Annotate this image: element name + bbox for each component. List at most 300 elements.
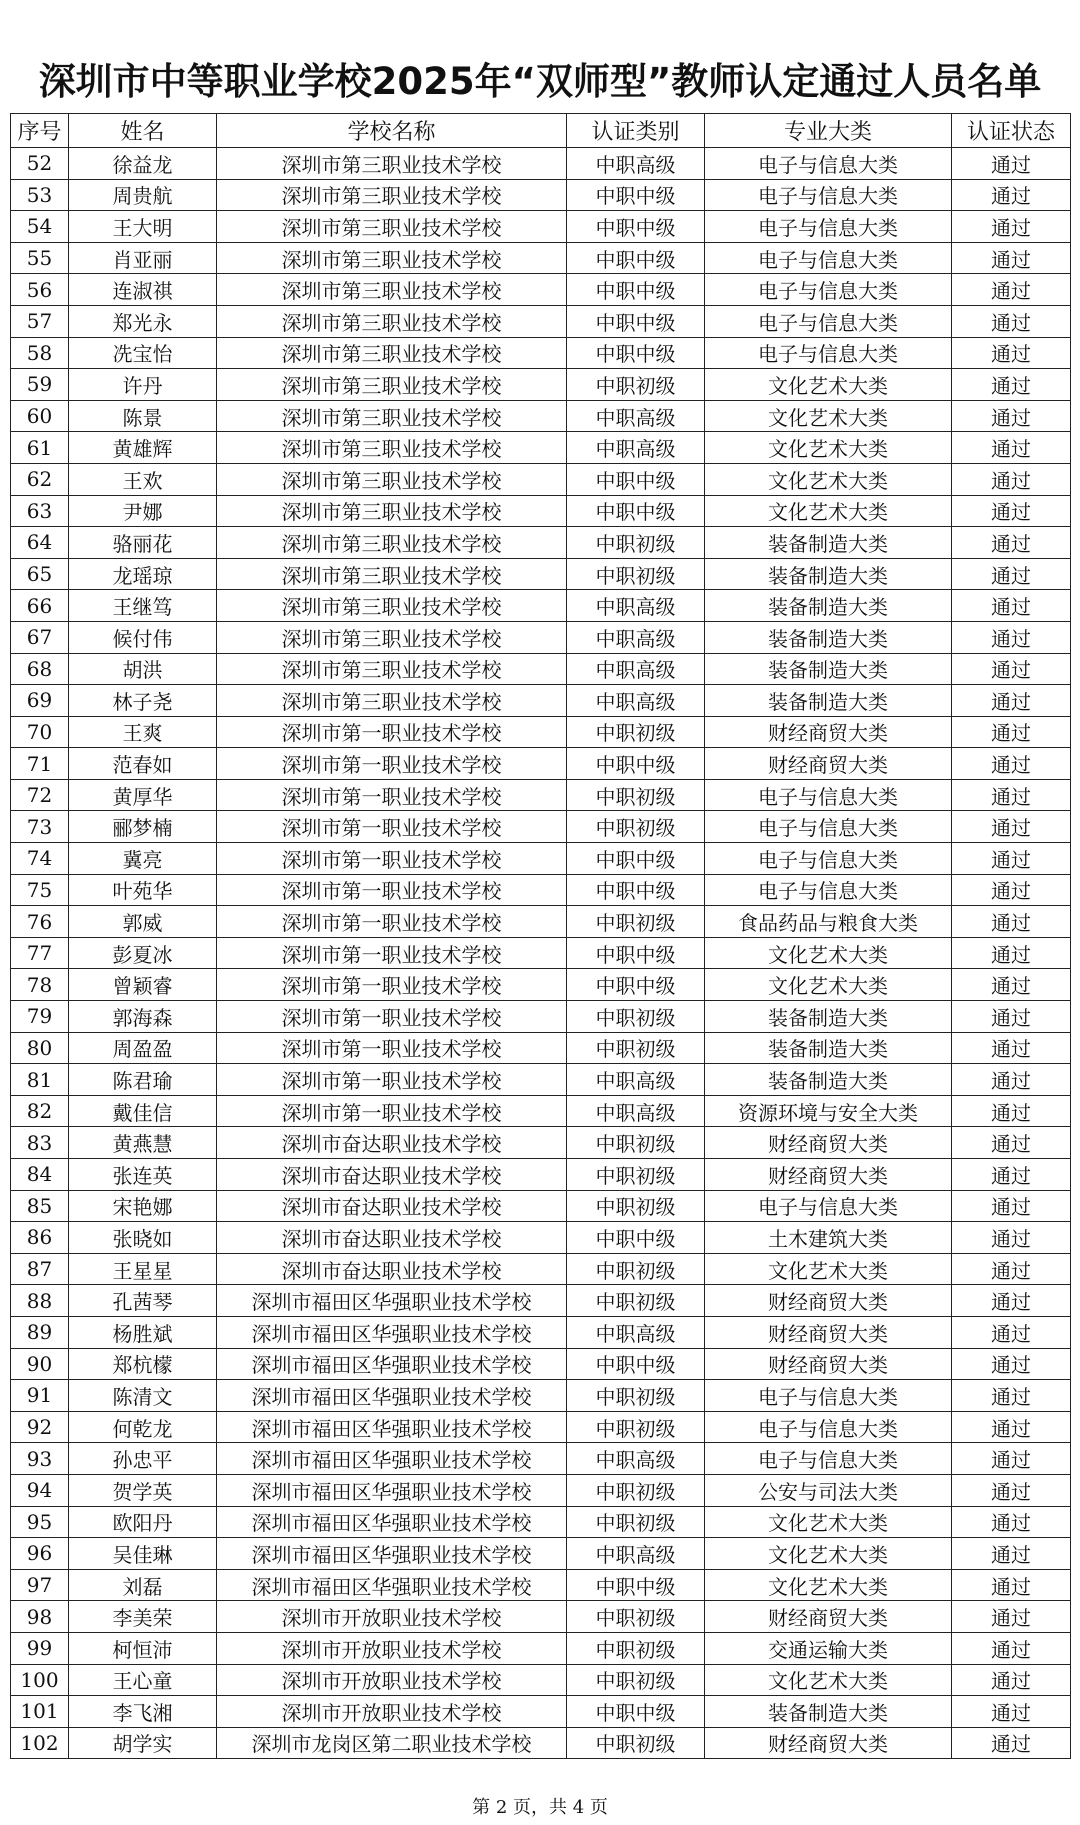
cell-school: 深圳市开放职业技术学校	[217, 1601, 567, 1633]
cell-school: 深圳市福田区华强职业技术学校	[217, 1285, 567, 1317]
table-row	[11, 969, 1071, 1001]
roster-table-container	[10, 113, 1071, 1759]
cell-status: 通过	[952, 1538, 1071, 1570]
cell-status: 通过	[952, 1285, 1071, 1317]
cell-school: 深圳市第三职业技术学校	[217, 527, 567, 559]
cell-seq: 68	[11, 653, 69, 685]
table-row	[11, 1064, 1071, 1096]
cell-major: 装备制造大类	[705, 1001, 952, 1033]
cell-school: 深圳市奋达职业技术学校	[217, 1159, 567, 1191]
cell-name: 黄厚华	[69, 779, 217, 811]
cell-major: 食品药品与粮食大类	[705, 906, 952, 938]
cell-school: 深圳市福田区华强职业技术学校	[217, 1569, 567, 1601]
cell-status: 通过	[952, 274, 1071, 306]
cell-school: 深圳市奋达职业技术学校	[217, 1253, 567, 1285]
cell-cert-type: 中职高级	[567, 1443, 705, 1475]
cell-name: 刘磊	[69, 1569, 217, 1601]
column-header-major: 专业大类	[705, 114, 952, 148]
cell-major: 文化艺术大类	[705, 1538, 952, 1570]
cell-status: 通过	[952, 1159, 1071, 1191]
cell-status: 通过	[952, 685, 1071, 717]
cell-school: 深圳市第一职业技术学校	[217, 969, 567, 1001]
cell-cert-type: 中职初级	[567, 1601, 705, 1633]
table-row	[11, 1159, 1071, 1191]
cell-cert-type: 中职中级	[567, 179, 705, 211]
cell-seq: 62	[11, 463, 69, 495]
cell-cert-type: 中职中级	[567, 937, 705, 969]
cell-seq: 67	[11, 621, 69, 653]
table-row	[11, 400, 1071, 432]
cell-major: 电子与信息大类	[705, 242, 952, 274]
cell-cert-type: 中职高级	[567, 621, 705, 653]
cell-school: 深圳市第三职业技术学校	[217, 685, 567, 717]
cell-cert-type: 中职初级	[567, 1380, 705, 1412]
cell-status: 通过	[952, 716, 1071, 748]
cell-seq: 66	[11, 590, 69, 622]
table-row	[11, 779, 1071, 811]
table-row	[11, 1127, 1071, 1159]
cell-cert-type: 中职中级	[567, 843, 705, 875]
table-row	[11, 906, 1071, 938]
cell-seq: 85	[11, 1190, 69, 1222]
cell-cert-type: 中职中级	[567, 1348, 705, 1380]
cell-school: 深圳市第三职业技术学校	[217, 179, 567, 211]
cell-name: 宋艳娜	[69, 1190, 217, 1222]
cell-major: 财经商贸大类	[705, 1127, 952, 1159]
cell-status: 通过	[952, 527, 1071, 559]
cell-name: 郦梦楠	[69, 811, 217, 843]
cell-seq: 78	[11, 969, 69, 1001]
table-row	[11, 1253, 1071, 1285]
table-row	[11, 1696, 1071, 1728]
cell-status: 通过	[952, 1632, 1071, 1664]
cell-seq: 60	[11, 400, 69, 432]
cell-seq: 65	[11, 558, 69, 590]
cell-name: 曾颖睿	[69, 969, 217, 1001]
cell-status: 通过	[952, 1348, 1071, 1380]
cell-seq: 86	[11, 1222, 69, 1254]
table-row	[11, 1601, 1071, 1633]
cell-major: 装备制造大类	[705, 653, 952, 685]
cell-major: 文化艺术大类	[705, 969, 952, 1001]
cell-status: 通过	[952, 432, 1071, 464]
table-row	[11, 1506, 1071, 1538]
cell-name: 许丹	[69, 369, 217, 401]
cell-major: 财经商贸大类	[705, 1601, 952, 1633]
cell-status: 通过	[952, 1411, 1071, 1443]
table-row	[11, 1032, 1071, 1064]
cell-name: 郭海森	[69, 1001, 217, 1033]
cell-status: 通过	[952, 843, 1071, 875]
cell-status: 通过	[952, 937, 1071, 969]
cell-cert-type: 中职高级	[567, 653, 705, 685]
cell-cert-type: 中职初级	[567, 1474, 705, 1506]
table-row	[11, 495, 1071, 527]
table-row	[11, 621, 1071, 653]
cell-major: 装备制造大类	[705, 685, 952, 717]
cell-status: 通过	[952, 369, 1071, 401]
cell-school: 深圳市第三职业技术学校	[217, 369, 567, 401]
cell-major: 文化艺术大类	[705, 937, 952, 969]
cell-seq: 52	[11, 148, 69, 180]
cell-seq: 95	[11, 1506, 69, 1538]
cell-major: 电子与信息大类	[705, 874, 952, 906]
cell-name: 连淑祺	[69, 274, 217, 306]
cell-major: 财经商贸大类	[705, 716, 952, 748]
table-row	[11, 1632, 1071, 1664]
table-row	[11, 1285, 1071, 1317]
cell-seq: 76	[11, 906, 69, 938]
cell-cert-type: 中职初级	[567, 1253, 705, 1285]
table-row	[11, 337, 1071, 369]
cell-name: 徐益龙	[69, 148, 217, 180]
cell-major: 公安与司法大类	[705, 1474, 952, 1506]
cell-school: 深圳市开放职业技术学校	[217, 1696, 567, 1728]
cell-major: 电子与信息大类	[705, 811, 952, 843]
cell-seq: 82	[11, 1095, 69, 1127]
cell-school: 深圳市福田区华强职业技术学校	[217, 1316, 567, 1348]
cell-name: 范春如	[69, 748, 217, 780]
cell-major: 文化艺术大类	[705, 1253, 952, 1285]
cell-status: 通过	[952, 590, 1071, 622]
table-row	[11, 1411, 1071, 1443]
column-header-name: 姓名	[69, 114, 217, 148]
cell-name: 欧阳丹	[69, 1506, 217, 1538]
cell-major: 装备制造大类	[705, 1064, 952, 1096]
cell-seq: 87	[11, 1253, 69, 1285]
table-row	[11, 748, 1071, 780]
cell-status: 通过	[952, 1380, 1071, 1412]
cell-status: 通过	[952, 1569, 1071, 1601]
cell-name: 王大明	[69, 211, 217, 243]
table-row	[11, 1001, 1071, 1033]
cell-status: 通过	[952, 1443, 1071, 1475]
table-body	[11, 148, 1071, 1759]
cell-seq: 100	[11, 1664, 69, 1696]
cell-school: 深圳市第一职业技术学校	[217, 1064, 567, 1096]
cell-name: 骆丽花	[69, 527, 217, 559]
cell-school: 深圳市福田区华强职业技术学校	[217, 1348, 567, 1380]
cell-name: 张连英	[69, 1159, 217, 1191]
column-header-cert-type: 认证类别	[567, 114, 705, 148]
cell-school: 深圳市奋达职业技术学校	[217, 1127, 567, 1159]
cell-school: 深圳市福田区华强职业技术学校	[217, 1538, 567, 1570]
cell-seq: 81	[11, 1064, 69, 1096]
cell-seq: 96	[11, 1538, 69, 1570]
table-row	[11, 685, 1071, 717]
cell-major: 电子与信息大类	[705, 1380, 952, 1412]
cell-school: 深圳市第三职业技术学校	[217, 495, 567, 527]
cell-seq: 72	[11, 779, 69, 811]
cell-cert-type: 中职初级	[567, 1411, 705, 1443]
cell-cert-type: 中职初级	[567, 558, 705, 590]
table-row	[11, 843, 1071, 875]
cell-name: 杨胜斌	[69, 1316, 217, 1348]
table-row	[11, 1316, 1071, 1348]
cell-name: 王继笃	[69, 590, 217, 622]
cell-name: 孙忠平	[69, 1443, 217, 1475]
cell-cert-type: 中职初级	[567, 369, 705, 401]
cell-name: 陈景	[69, 400, 217, 432]
cell-name: 贺学英	[69, 1474, 217, 1506]
cell-name: 胡学实	[69, 1727, 217, 1759]
table-row	[11, 527, 1071, 559]
cell-major: 电子与信息大类	[705, 337, 952, 369]
cell-school: 深圳市第三职业技术学校	[217, 337, 567, 369]
cell-major: 电子与信息大类	[705, 305, 952, 337]
cell-status: 通过	[952, 179, 1071, 211]
cell-cert-type: 中职中级	[567, 242, 705, 274]
table-row	[11, 1474, 1071, 1506]
cell-cert-type: 中职高级	[567, 685, 705, 717]
table-row	[11, 1664, 1071, 1696]
cell-cert-type: 中职初级	[567, 716, 705, 748]
cell-name: 冼宝怡	[69, 337, 217, 369]
cell-name: 周盈盈	[69, 1032, 217, 1064]
cell-school: 深圳市第三职业技术学校	[217, 400, 567, 432]
cell-name: 郭威	[69, 906, 217, 938]
cell-cert-type: 中职中级	[567, 1222, 705, 1254]
table-row	[11, 1095, 1071, 1127]
cell-status: 通过	[952, 1601, 1071, 1633]
cell-name: 王星星	[69, 1253, 217, 1285]
cell-seq: 53	[11, 179, 69, 211]
cell-status: 通过	[952, 242, 1071, 274]
cell-cert-type: 中职中级	[567, 305, 705, 337]
cell-major: 文化艺术大类	[705, 1569, 952, 1601]
cell-seq: 98	[11, 1601, 69, 1633]
cell-cert-type: 中职初级	[567, 1506, 705, 1538]
cell-seq: 102	[11, 1727, 69, 1759]
cell-school: 深圳市第三职业技术学校	[217, 653, 567, 685]
cell-status: 通过	[952, 495, 1071, 527]
cell-school: 深圳市福田区华强职业技术学校	[217, 1380, 567, 1412]
table-row	[11, 653, 1071, 685]
cell-name: 戴佳信	[69, 1095, 217, 1127]
cell-school: 深圳市第一职业技术学校	[217, 811, 567, 843]
table-row	[11, 1569, 1071, 1601]
cell-status: 通过	[952, 969, 1071, 1001]
cell-name: 彭夏冰	[69, 937, 217, 969]
cell-name: 李美荣	[69, 1601, 217, 1633]
cell-name: 柯恒沛	[69, 1632, 217, 1664]
cell-name: 黄燕慧	[69, 1127, 217, 1159]
table-row	[11, 179, 1071, 211]
cell-major: 装备制造大类	[705, 558, 952, 590]
cell-school: 深圳市第一职业技术学校	[217, 748, 567, 780]
cell-school: 深圳市第一职业技术学校	[217, 779, 567, 811]
cell-major: 财经商贸大类	[705, 748, 952, 780]
cell-school: 深圳市第三职业技术学校	[217, 621, 567, 653]
cell-cert-type: 中职初级	[567, 1190, 705, 1222]
cell-major: 文化艺术大类	[705, 1506, 952, 1538]
cell-cert-type: 中职初级	[567, 1032, 705, 1064]
cell-seq: 75	[11, 874, 69, 906]
cell-major: 电子与信息大类	[705, 211, 952, 243]
cell-major: 电子与信息大类	[705, 1411, 952, 1443]
cell-school: 深圳市第三职业技术学校	[217, 558, 567, 590]
cell-name: 候付伟	[69, 621, 217, 653]
cell-seq: 71	[11, 748, 69, 780]
cell-cert-type: 中职初级	[567, 1664, 705, 1696]
cell-major: 装备制造大类	[705, 1032, 952, 1064]
table-row	[11, 1348, 1071, 1380]
cell-cert-type: 中职高级	[567, 1538, 705, 1570]
table-row	[11, 558, 1071, 590]
cell-status: 通过	[952, 1127, 1071, 1159]
cell-major: 电子与信息大类	[705, 843, 952, 875]
page-footer: 第 2 页，共 4 页	[472, 1797, 608, 1818]
roster-table	[10, 113, 1071, 1759]
cell-status: 通过	[952, 653, 1071, 685]
cell-school: 深圳市第一职业技术学校	[217, 1001, 567, 1033]
cell-seq: 74	[11, 843, 69, 875]
cell-status: 通过	[952, 148, 1071, 180]
cell-school: 深圳市第一职业技术学校	[217, 716, 567, 748]
cell-seq: 80	[11, 1032, 69, 1064]
table-row	[11, 242, 1071, 274]
cell-seq: 77	[11, 937, 69, 969]
table-row	[11, 1443, 1071, 1475]
cell-school: 深圳市第三职业技术学校	[217, 590, 567, 622]
cell-seq: 99	[11, 1632, 69, 1664]
cell-status: 通过	[952, 400, 1071, 432]
cell-status: 通过	[952, 811, 1071, 843]
cell-status: 通过	[952, 1696, 1071, 1728]
cell-seq: 93	[11, 1443, 69, 1475]
column-header-school: 学校名称	[217, 114, 567, 148]
cell-status: 通过	[952, 1727, 1071, 1759]
cell-status: 通过	[952, 1664, 1071, 1696]
cell-status: 通过	[952, 1064, 1071, 1096]
cell-school: 深圳市福田区华强职业技术学校	[217, 1474, 567, 1506]
cell-major: 文化艺术大类	[705, 463, 952, 495]
cell-cert-type: 中职中级	[567, 495, 705, 527]
cell-status: 通过	[952, 1001, 1071, 1033]
cell-cert-type: 中职高级	[567, 148, 705, 180]
cell-cert-type: 中职高级	[567, 1095, 705, 1127]
cell-school: 深圳市福田区华强职业技术学校	[217, 1443, 567, 1475]
cell-seq: 97	[11, 1569, 69, 1601]
cell-cert-type: 中职初级	[567, 906, 705, 938]
cell-school: 深圳市第三职业技术学校	[217, 305, 567, 337]
cell-name: 郑杭檬	[69, 1348, 217, 1380]
cell-status: 通过	[952, 906, 1071, 938]
cell-school: 深圳市开放职业技术学校	[217, 1632, 567, 1664]
cell-cert-type: 中职高级	[567, 432, 705, 464]
cell-seq: 73	[11, 811, 69, 843]
cell-cert-type: 中职高级	[567, 1064, 705, 1096]
cell-school: 深圳市奋达职业技术学校	[217, 1222, 567, 1254]
table-row	[11, 211, 1071, 243]
cell-cert-type: 中职中级	[567, 211, 705, 243]
cell-cert-type: 中职初级	[567, 1632, 705, 1664]
cell-name: 黄雄辉	[69, 432, 217, 464]
cell-major: 装备制造大类	[705, 527, 952, 559]
cell-school: 深圳市第一职业技术学校	[217, 1095, 567, 1127]
cell-seq: 79	[11, 1001, 69, 1033]
cell-seq: 59	[11, 369, 69, 401]
cell-name: 龙瑶琼	[69, 558, 217, 590]
cell-status: 通过	[952, 621, 1071, 653]
table-row	[11, 1380, 1071, 1412]
cell-major: 电子与信息大类	[705, 779, 952, 811]
cell-name: 张晓如	[69, 1222, 217, 1254]
cell-school: 深圳市开放职业技术学校	[217, 1664, 567, 1696]
cell-name: 叶苑华	[69, 874, 217, 906]
cell-status: 通过	[952, 748, 1071, 780]
cell-school: 深圳市第三职业技术学校	[217, 148, 567, 180]
table-row	[11, 463, 1071, 495]
cell-seq: 58	[11, 337, 69, 369]
cell-name: 王欢	[69, 463, 217, 495]
cell-seq: 101	[11, 1696, 69, 1728]
table-row	[11, 274, 1071, 306]
cell-name: 冀亮	[69, 843, 217, 875]
column-header-seq: 序号	[11, 114, 69, 148]
cell-school: 深圳市奋达职业技术学校	[217, 1190, 567, 1222]
cell-cert-type: 中职中级	[567, 337, 705, 369]
cell-status: 通过	[952, 1095, 1071, 1127]
cell-school: 深圳市第一职业技术学校	[217, 874, 567, 906]
cell-cert-type: 中职高级	[567, 590, 705, 622]
cell-seq: 84	[11, 1159, 69, 1191]
cell-cert-type: 中职初级	[567, 1285, 705, 1317]
table-row	[11, 937, 1071, 969]
cell-school: 深圳市龙岗区第二职业技术学校	[217, 1727, 567, 1759]
cell-seq: 63	[11, 495, 69, 527]
cell-cert-type: 中职初级	[567, 779, 705, 811]
cell-name: 陈君瑜	[69, 1064, 217, 1096]
cell-school: 深圳市第一职业技术学校	[217, 906, 567, 938]
cell-major: 财经商贸大类	[705, 1727, 952, 1759]
cell-name: 王爽	[69, 716, 217, 748]
cell-major: 电子与信息大类	[705, 1443, 952, 1475]
cell-school: 深圳市第三职业技术学校	[217, 463, 567, 495]
table-header-row	[11, 114, 1071, 148]
cell-status: 通过	[952, 1316, 1071, 1348]
cell-school: 深圳市第三职业技术学校	[217, 274, 567, 306]
cell-school: 深圳市第一职业技术学校	[217, 1032, 567, 1064]
cell-cert-type: 中职初级	[567, 811, 705, 843]
cell-major: 装备制造大类	[705, 590, 952, 622]
cell-school: 深圳市第一职业技术学校	[217, 937, 567, 969]
table-row	[11, 1190, 1071, 1222]
table-row	[11, 1222, 1071, 1254]
table-row	[11, 369, 1071, 401]
cell-name: 郑光永	[69, 305, 217, 337]
cell-major: 文化艺术大类	[705, 495, 952, 527]
cell-seq: 54	[11, 211, 69, 243]
cell-name: 吴佳琳	[69, 1538, 217, 1570]
cell-seq: 70	[11, 716, 69, 748]
cell-seq: 90	[11, 1348, 69, 1380]
cell-status: 通过	[952, 558, 1071, 590]
cell-major: 装备制造大类	[705, 621, 952, 653]
cell-school: 深圳市福田区华强职业技术学校	[217, 1411, 567, 1443]
cell-name: 何乾龙	[69, 1411, 217, 1443]
cell-major: 财经商贸大类	[705, 1159, 952, 1191]
table-row	[11, 874, 1071, 906]
cell-cert-type: 中职初级	[567, 1727, 705, 1759]
cell-cert-type: 中职初级	[567, 527, 705, 559]
cell-seq: 89	[11, 1316, 69, 1348]
cell-major: 文化艺术大类	[705, 1664, 952, 1696]
cell-seq: 94	[11, 1474, 69, 1506]
cell-status: 通过	[952, 463, 1071, 495]
cell-name: 陈清文	[69, 1380, 217, 1412]
cell-school: 深圳市第三职业技术学校	[217, 242, 567, 274]
